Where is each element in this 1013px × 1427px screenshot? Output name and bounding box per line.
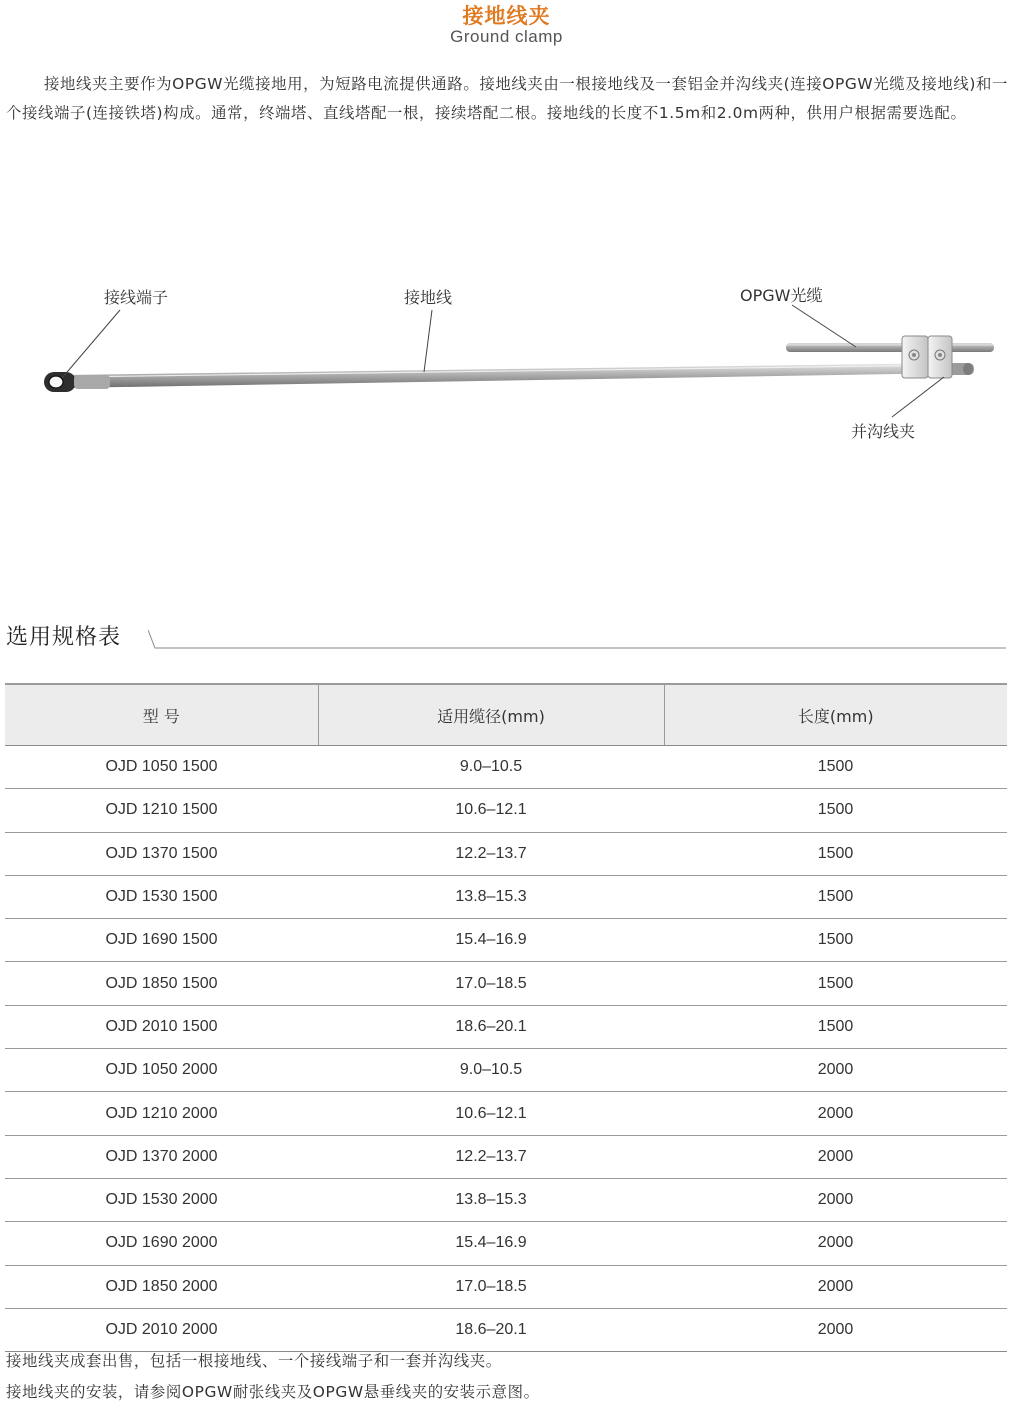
cell-length: 1500: [664, 962, 1007, 1005]
page-title: 接地线夹: [462, 4, 551, 28]
parallel-groove-clamp-shape: [902, 336, 952, 378]
ground-clamp-diagram: [0, 270, 1013, 460]
cell-length: 1500: [664, 1005, 1007, 1048]
section-title: 选用规格表: [6, 625, 122, 650]
cell-length: 1500: [664, 789, 1007, 832]
note-installation: 接地线夹的安装，请参阅OPGW耐张线夹及OPGW悬垂线夹的安装示意图。: [6, 1383, 540, 1401]
cell-model: OJD 1690 1500: [5, 919, 318, 962]
cell-model: OJD 1530 2000: [5, 1178, 318, 1221]
table-row: [5, 1092, 1007, 1135]
cell-model: OJD 1210 2000: [5, 1092, 318, 1135]
leader-lines: [62, 305, 944, 417]
cell-cable-diameter: 18.6–20.1: [318, 1005, 664, 1048]
spec-table: [5, 683, 1007, 1352]
label-parallel-groove-clamp: 并沟线夹: [851, 422, 916, 441]
note-package: 接地线夹成套出售，包括一根接地线、一个接线端子和一套并沟线夹。: [6, 1352, 502, 1370]
table-row: [5, 746, 1007, 789]
cell-length: 1500: [664, 919, 1007, 962]
cell-model: OJD 1210 1500: [5, 789, 318, 832]
ground-wire-shape: [64, 363, 974, 388]
cell-length: 2000: [664, 1049, 1007, 1092]
opgw-cable-shape: [786, 343, 994, 352]
cell-cable-diameter: 18.6–20.1: [318, 1308, 664, 1351]
cell-model: OJD 1690 2000: [5, 1222, 318, 1265]
cell-cable-diameter: 13.8–15.3: [318, 875, 664, 918]
header-length: 长度(mm): [664, 684, 1007, 746]
cell-model: OJD 1050 2000: [5, 1049, 318, 1092]
table-row: [5, 875, 1007, 918]
cell-length: 2000: [664, 1222, 1007, 1265]
cell-cable-diameter: 15.4–16.9: [318, 1222, 664, 1265]
cell-cable-diameter: 17.0–18.5: [318, 1265, 664, 1308]
label-opgw-cable: OPGW光缆: [740, 286, 823, 305]
table-row: [5, 832, 1007, 875]
cell-cable-diameter: 12.2–13.7: [318, 1135, 664, 1178]
table-row: [5, 962, 1007, 1005]
cell-length: 1500: [664, 832, 1007, 875]
spec-table-header-row: [5, 684, 1007, 746]
cell-cable-diameter: 17.0–18.5: [318, 962, 664, 1005]
table-row: [5, 1178, 1007, 1221]
cell-cable-diameter: 15.4–16.9: [318, 919, 664, 962]
cell-cable-diameter: 10.6–12.1: [318, 789, 664, 832]
cell-model: OJD 1530 1500: [5, 875, 318, 918]
cell-length: 2000: [664, 1265, 1007, 1308]
table-row: [5, 1005, 1007, 1048]
cell-cable-diameter: 9.0–10.5: [318, 746, 664, 789]
table-row: [5, 919, 1007, 962]
cell-length: 1500: [664, 746, 1007, 789]
label-ground-wire: 接地线: [404, 288, 453, 307]
cell-length: 2000: [664, 1092, 1007, 1135]
cell-model: OJD 1370 2000: [5, 1135, 318, 1178]
cell-model: OJD 1850 1500: [5, 962, 318, 1005]
section-divider: [148, 628, 1010, 652]
table-row: [5, 1265, 1007, 1308]
cell-cable-diameter: 12.2–13.7: [318, 832, 664, 875]
cell-cable-diameter: 10.6–12.1: [318, 1092, 664, 1135]
cell-model: OJD 1850 2000: [5, 1265, 318, 1308]
cell-length: 2000: [664, 1308, 1007, 1351]
table-row: [5, 1049, 1007, 1092]
table-row: [5, 1222, 1007, 1265]
intro-paragraph: 接地线夹主要作为OPGW光缆接地用，为短路电流提供通路。接地线夹由一根接地线及一套铝金并沟线夹(连接OPGW光缆及接地线)和一个接线端子(连接铁塔)构成。通常，终端塔、直线塔配一根，接续塔配二根。接地线的长度不1.5m和2.0m两种，供用户根据需要选配。: [6, 75, 1008, 122]
cell-model: OJD 1370 1500: [5, 832, 318, 875]
cell-length: 2000: [664, 1135, 1007, 1178]
cell-cable-diameter: 9.0–10.5: [318, 1049, 664, 1092]
header-model: 型 号: [5, 684, 318, 746]
cell-model: OJD 1050 1500: [5, 746, 318, 789]
header-cable-diameter: 适用缆径(mm): [318, 684, 664, 746]
cell-model: OJD 2010 2000: [5, 1308, 318, 1351]
cell-length: 2000: [664, 1178, 1007, 1221]
table-row: [5, 1135, 1007, 1178]
page-subtitle: Ground clamp: [450, 27, 563, 46]
table-row: [5, 1308, 1007, 1351]
cell-length: 1500: [664, 875, 1007, 918]
label-terminal: 接线端子: [104, 288, 169, 307]
cell-cable-diameter: 13.8–15.3: [318, 1178, 664, 1221]
cell-model: OJD 2010 1500: [5, 1005, 318, 1048]
table-row: [5, 789, 1007, 832]
